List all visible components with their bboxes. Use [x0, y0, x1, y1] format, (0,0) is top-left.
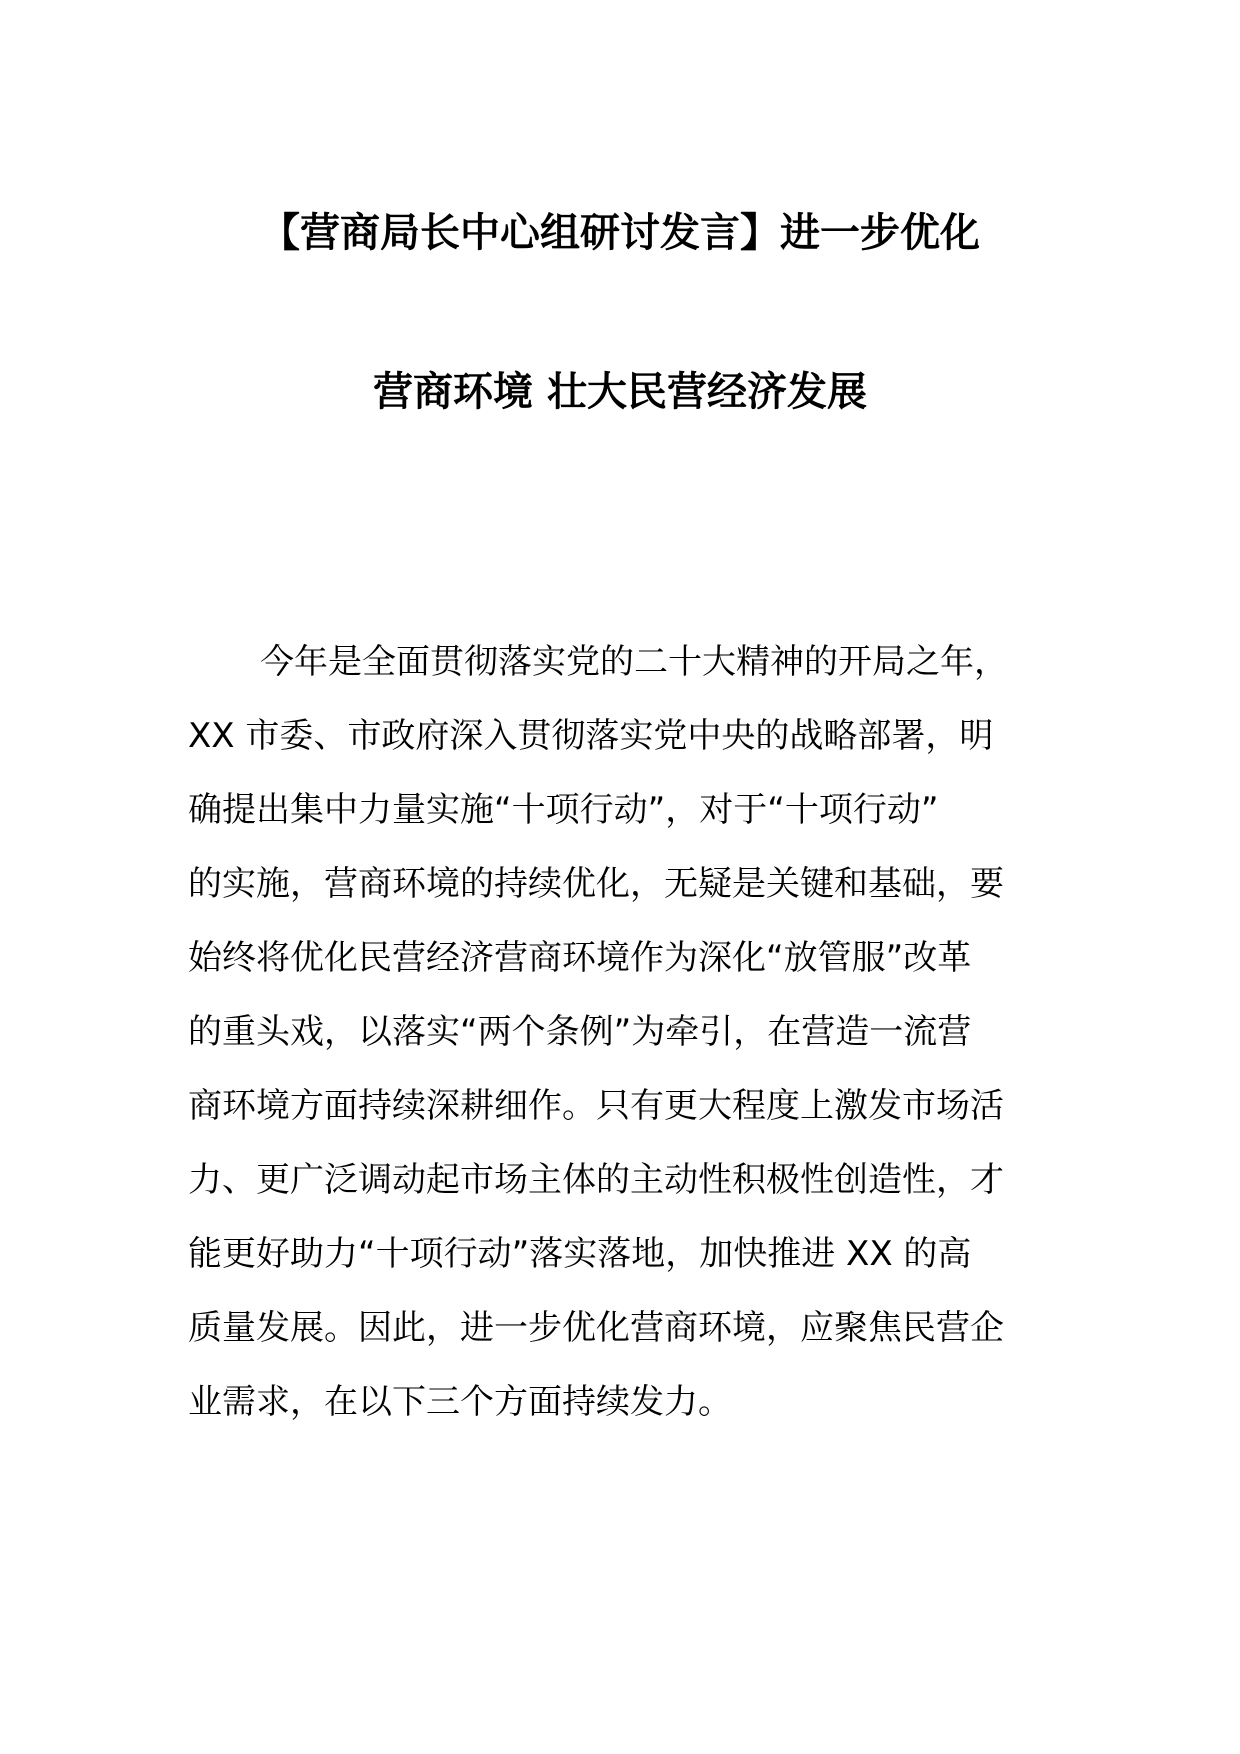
paragraph-line-6: 的重头戏，以落实“两个条例”为牵引，在营造一流营 [188, 1012, 972, 1052]
document-title-line-1: 【营商局长中心组研讨发言】进一步优化 [260, 210, 980, 256]
paragraph-line-11: 业需求，在以下三个方面持续发力。 [188, 1382, 732, 1422]
paragraph-line-1: 今年是全面贯彻落实党的二十大精神的开局之年， [260, 642, 1008, 682]
paragraph-line-10: 质量发展。因此，进一步优化营商环境，应聚焦民营企 [188, 1308, 1004, 1348]
document-title-line-2: 营商环境 壮大民营经济发展 [373, 369, 867, 415]
paragraph-line-2: XX 市委、市政府深入贯彻落实党中央的战略部署，明 [188, 716, 994, 756]
paragraph-line-4: 的实施，营商环境的持续优化，无疑是关键和基础，要 [188, 864, 1004, 904]
paragraph-line-8: 力、更广泛调动起市场主体的主动性积极性创造性，才 [188, 1160, 1004, 1200]
paragraph-line-5: 始终将优化民营经济营商环境作为深化“放管服”改革 [188, 938, 972, 978]
paragraph-line-7: 商环境方面持续深耕细作。只有更大程度上激发市场活 [188, 1086, 1004, 1126]
paragraph-line-3: 确提出集中力量实施“十项行动”，对于“十项行动” [188, 790, 939, 830]
paragraph-line-9: 能更好助力“十项行动”落实落地，加快推进 XX 的高 [188, 1234, 972, 1274]
